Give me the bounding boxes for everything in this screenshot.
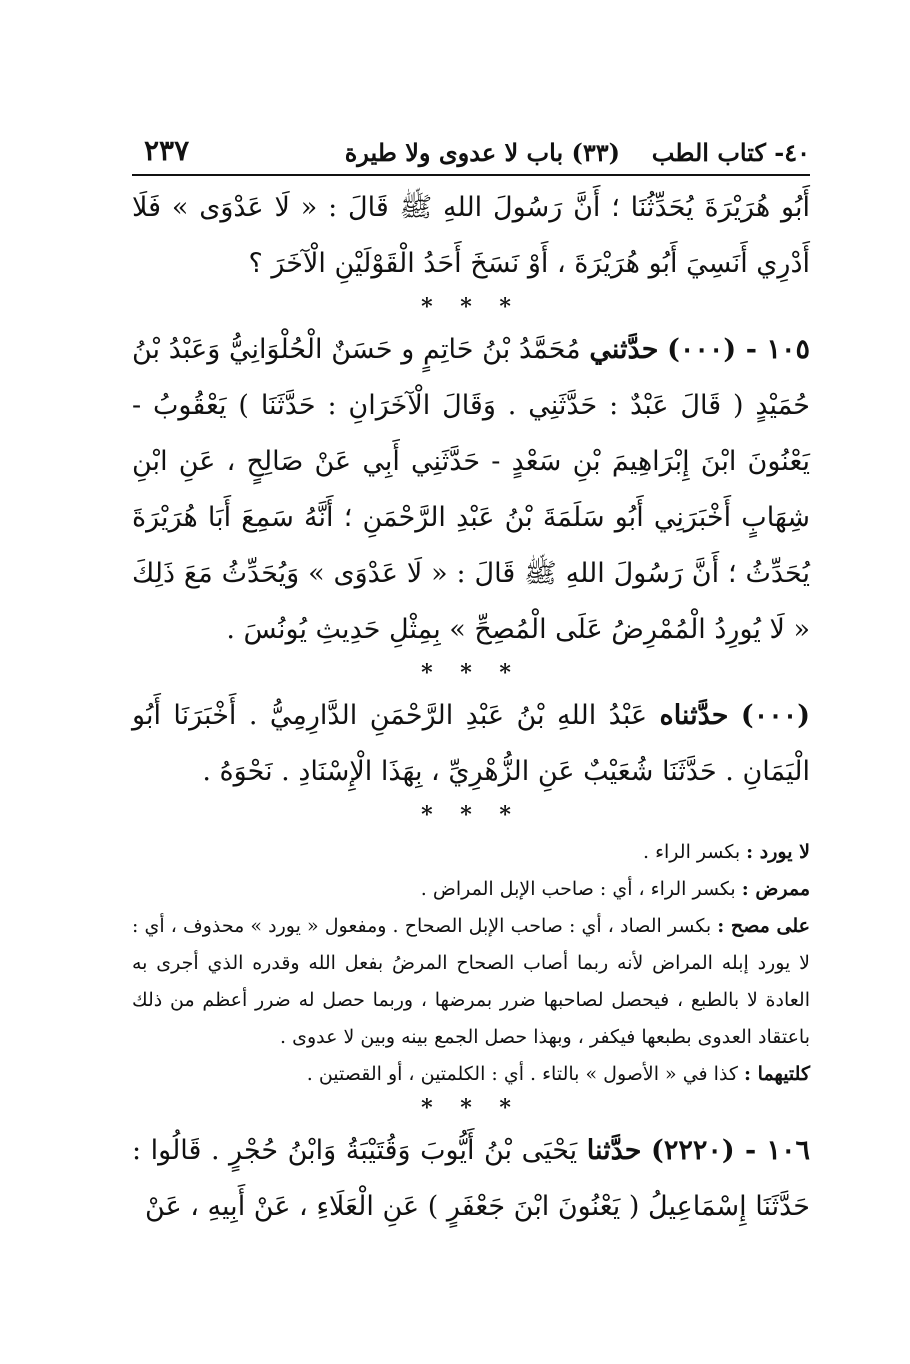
page-body (132, 180, 810, 1235)
hadith-106 (132, 1123, 810, 1235)
separator-stars: * * * (421, 1095, 521, 1121)
hadith-000 (132, 688, 810, 800)
hadith-lead: حدَّثناه (659, 700, 729, 731)
chapter-title: ٤٠- كتاب الطب (651, 138, 810, 167)
hadith-text: عَبْدُ اللهِ بْنُ عَبْدِ الرَّحْمَنِ الدَّارِمِيُّ . أَخْبَرَنَا أَبُو الْيَمَانِ . حَدَّثَنَا شُعَيْبٌ عَنِ الزُّهْرِيِّ ، بِهَذَا الْإِسْنَادِ . نَحْوَهُ . (132, 700, 810, 787)
note-item (132, 1056, 810, 1093)
page-number: ٢٣٧ (144, 134, 190, 167)
page-header (132, 130, 810, 176)
hadith-continuation: أَبُو هُرَيْرَةَ يُحَدِّثُنَا ؛ أَنَّ رَسُولَ اللهِ ﷺ قَالَ : « لَا عَدْوَى » فَلَا أَدْرِي أَنَسِيَ أَبُو هُرَيْرَةَ ، أَوْ نَسَخَ أَحَدُ الْقَوْلَيْنِ الْآخَرَ ؟ (132, 192, 810, 279)
separator-stars: * * * (421, 660, 521, 686)
separator-stars: * * * (421, 802, 521, 828)
note-label: لا يورد : (746, 841, 810, 863)
note-label: ممرض : (741, 878, 810, 900)
note-item (132, 908, 810, 1056)
note-item (132, 834, 810, 871)
hadith-number: ١٠٦ - (٢٢٢٠) (651, 1135, 811, 1166)
hadith-text: مُحَمَّدُ بْنُ حَاتِمٍ و حَسَنٌ الْحُلْوَانِيُّ وَعَبْدُ بْنُ حُمَيْدٍ ( قَالَ عَبْدٌ : حَدَّثَنِي . وَقَالَ الْآخَرَانِ : حَدَّثَنَا ) يَعْقُوبُ - يَعْنُونَ ابْنَ إِبْرَاهِيمَ بْنِ سَعْدٍ - حَدَّثَنِي أَبِي عَنْ صَالِحٍ ، عَنِ ابْنِ شِهَابٍ أَخْبَرَنِي أَبُو سَلَمَةَ بْنُ عَبْدِ الرَّحْمَنِ ؛ أَنَّهُ سَمِعَ أَبَا هُرَيْرَةَ يُحَدِّثُ ؛ أَنَّ رَسُولَ اللهِ ﷺ قَالَ : « لَا عَدْوَى » وَيُحَدِّثُ مَعَ ذَلِكَ « لَا يُورِدُ الْمُمْرِضُ عَلَى الْمُصِحِّ » بِمِثْلِ حَدِيثِ يُونُسَ . (132, 334, 810, 645)
note-text: كذا في « الأصول » بالتاء . أي : الكلمتين ، أو القصتين . (306, 1063, 738, 1085)
note-text: بكسر الراء ، أي : صاحب الإبل المراض . (420, 878, 736, 900)
note-label: كلتيهما : (744, 1063, 810, 1085)
hadith-text: يَحْيَى بْنُ أَيُّوبَ وَقُتَيْبَةُ وَابْنُ حُجْرٍ . قَالُوا : حَدَّثَنَا إِسْمَاعِيلُ ( يَعْنُونَ ابْنَ جَعْفَرٍ ) عَنِ الْعَلَاءِ ، عَنْ أَبِيهِ ، عَنْ (132, 1135, 810, 1222)
hadith-number: (٠٠٠) (740, 700, 810, 731)
separator-stars: * * * (421, 294, 521, 320)
hadith-lead: حدَّثنا (586, 1135, 642, 1166)
hadith-number: ١٠٥ - (٠٠٠) (667, 334, 810, 365)
note-item (132, 871, 810, 908)
note-text: بكسر الصاد ، أي : صاحب الإبل الصحاح . ومفعول « يورد » محذوف ، أي : لا يورد إبله المراض لأنه ربما أصاب الصحاح المرضُ بفعل الله وقدره الذي أجرى به العادة لا بالطبع ، فيحصل لصاحبها ضرر بمرضها ، وربما حصل له ضرر أعظم من ذلك باعتقاد العدوى بطبعها فيكفر ، وبهذا حصل الجمع بينه وبين لا عدوى . (132, 915, 810, 1048)
note-text: بكسر الراء . (643, 841, 741, 863)
section-title: (٣٣) باب لا عدوى ولا طيرة (344, 138, 620, 167)
footnotes (132, 834, 810, 1093)
hadith-105 (132, 322, 810, 658)
hadith-lead: حدَّثني (589, 334, 659, 365)
note-label: على مصح : (717, 915, 810, 937)
